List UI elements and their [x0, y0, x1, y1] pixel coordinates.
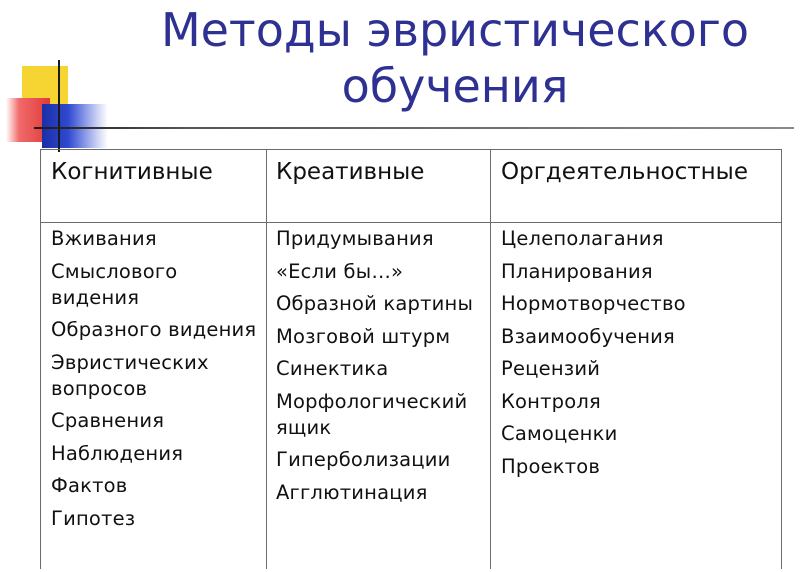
list-item: Смыслового видения: [51, 259, 178, 309]
list-item: Образного видения: [51, 318, 257, 341]
decor-vertical-line: [58, 60, 60, 152]
list-item: Образной картины: [276, 292, 474, 315]
list-item: Наблюдения: [51, 441, 184, 465]
header-cognitive: Когнитивные: [51, 159, 213, 185]
header-organizational: Оргдеятельностные: [501, 159, 748, 185]
list-item: Вживания: [51, 227, 157, 250]
slide-title: Методы эвристического обучения: [160, 3, 750, 113]
list-item: Взаимообучения: [501, 324, 675, 348]
list-item: Гиперболизации: [276, 448, 451, 471]
list-item: Самоценки: [501, 422, 618, 445]
methods-table: [40, 149, 782, 569]
list-item: Сравнения: [51, 409, 165, 432]
list-item: Нормотворчество: [501, 292, 686, 315]
decor-blue-square: [42, 104, 108, 148]
list-item: «Если бы…»: [276, 259, 404, 283]
list-item: Контроля: [501, 389, 601, 413]
column-divider: [266, 150, 267, 569]
list-item: Синектика: [276, 357, 389, 380]
header-creative: Креативные: [276, 159, 425, 185]
list-item: Гипотез: [51, 506, 136, 530]
list-item: Фактов: [51, 474, 128, 497]
list-item: Проектов: [501, 454, 601, 478]
list-item: Планирования: [501, 259, 653, 283]
list-item: Рецензий: [501, 357, 601, 380]
list-item: Эвристических вопросов: [51, 350, 209, 400]
header-divider: [41, 222, 781, 223]
list-item: Агглютинация: [276, 480, 428, 504]
creative-methods-list: [276, 226, 482, 512]
list-item: Морфологический ящик: [276, 389, 468, 439]
organizational-methods-list: [501, 226, 771, 486]
column-divider: [490, 150, 491, 569]
cognitive-methods-list: [51, 226, 257, 538]
list-item: Целеполагания: [501, 227, 664, 250]
list-item: Придумывания: [276, 227, 434, 250]
title-underline: [34, 127, 794, 129]
list-item: Мозговой штурм: [276, 324, 451, 348]
